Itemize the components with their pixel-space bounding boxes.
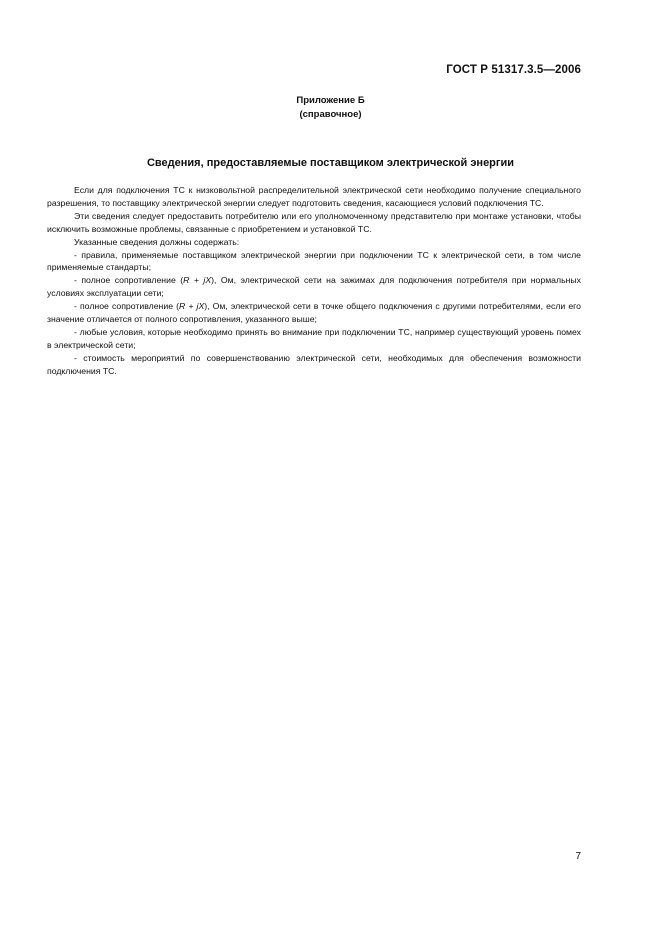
annex-heading [0, 94, 661, 122]
list-item-impedance-terminals [47, 274, 581, 300]
list-item-impedance-common-point [47, 300, 581, 326]
page-number: 7 [575, 851, 581, 862]
item-text-after: ), Ом, электрической сети в точке общего подключения с другими потребителями, если его значение отличается от полного сопротивления, указанного выше; [47, 301, 581, 325]
item-text-before: - полное сопротивление ( [74, 275, 184, 286]
annex-title: Приложение Б [296, 95, 365, 106]
list-item-conditions: - любые условия, которые необходимо принять во внимание при подключении ТС, например существующий уровень помех в электрической сети; [47, 326, 581, 350]
paragraph-1: Если для подключения ТС к низковольтной распределительной электрической сети необходимо получение специального разрешения, то поставщику электрической энергии следует подготовить сведения, касающиеся условий подключения ТС. [47, 185, 581, 208]
list-item-cost: - стоимость мероприятий по совершенствованию электрической сети, необходимых для обеспечения возможности подключения ТС. [47, 352, 581, 376]
item-text-before: - полное сопротивление ( [74, 301, 179, 312]
list-item-rules: - правила, применяемые поставщиком электрической энергии при подключении ТС к электрической сети, в том числе применяемые стандарты; [47, 249, 581, 273]
paragraph-3: Указанные сведения должны содержать: [74, 236, 240, 247]
annex-type: (справочное) [299, 109, 362, 120]
body-text [47, 184, 581, 378]
section-title: Сведения, предоставляемые поставщиком электрической энергии [146, 157, 515, 169]
impedance-formula: R + jX [183, 275, 212, 286]
paragraph-2: Эти сведения следует предоставить потребителю или его уполномоченному представителю при монтаже установки, чтобы исключить возможные проблемы, связанные с приобретением и установкой ТС. [47, 210, 581, 234]
impedance-formula: R + jX [179, 301, 205, 312]
document-identifier: ГОСТ Р 51317.3.5—2006 [446, 64, 581, 76]
item-text-after: ), Ом, электрической сети на зажимах для подключения потребителя при нормальных условиях эксплуатации сети; [47, 275, 581, 299]
